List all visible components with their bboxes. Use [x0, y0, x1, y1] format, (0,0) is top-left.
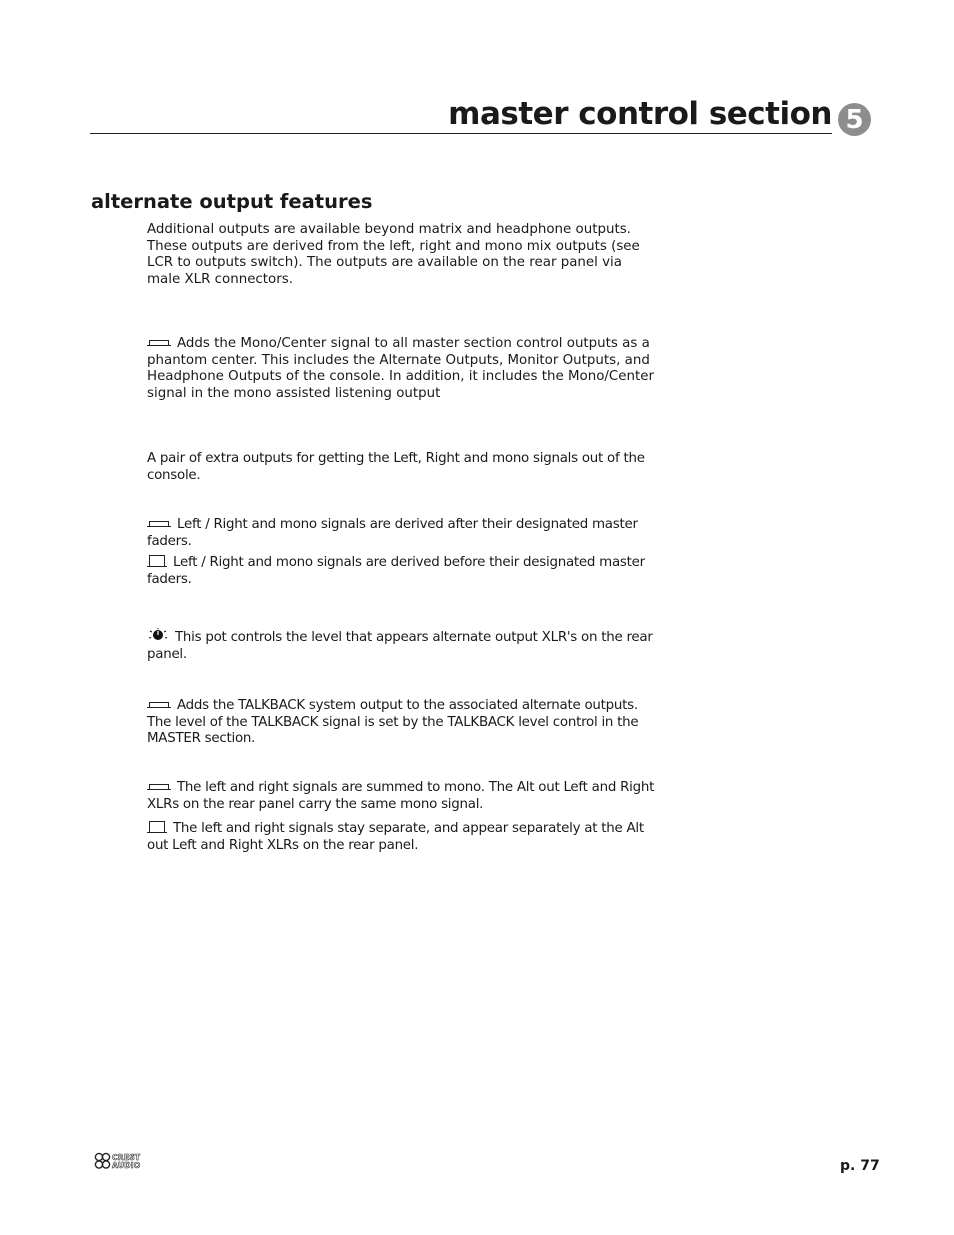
talkback-text: Adds the TALKBACK system output to the associated alternate outputs. The level of the TALKBACK signal is set by the TALKBACK level control in the MASTER section. — [147, 698, 639, 747]
header-rule — [90, 133, 832, 134]
switch-up-icon — [147, 702, 171, 708]
switch-up-icon — [147, 521, 171, 527]
pre-fader-paragraph — [147, 554, 657, 588]
svg-text:CREST: CREST — [112, 1153, 141, 1162]
rotary-pot-icon — [147, 628, 169, 642]
intro-paragraph: Additional outputs are available beyond matrix and headphone outputs. These outputs are derived from the left, right and mono mix outputs (see LCR to outputs switch). The outputs are available on the rear panel via male XLR connectors. — [147, 222, 640, 287]
mono-center-text: Adds the Mono/Center signal to all master section control outputs as a phantom center. This includes the Alternate Outputs, Monitor Outputs, and Headphone Outputs of the console. In addition, it includes the Mono/Center signal in the mono assisted listening output — [147, 336, 654, 401]
pre-fader-text: Left / Right and mono signals are derived before their designated master faders. — [147, 555, 645, 587]
switch-up-icon — [147, 784, 171, 790]
talkback-paragraph — [147, 698, 657, 748]
mono-sum-off-paragraph — [147, 820, 657, 854]
mono-center-paragraph — [147, 336, 657, 402]
post-fader-text: Left / Right and mono signals are derived after their designated master faders. — [147, 517, 638, 549]
mono-sum-off-text: The left and right signals stay separate, and appear separately at the Alt out Left and Right XLRs on the rear panel. — [147, 821, 644, 853]
mono-sum-on-text: The left and right signals are summed to mono. The Alt out Left and Right XLRs on the rear panel carry the same mono signal. — [147, 780, 655, 812]
section-heading: alternate output features — [91, 190, 373, 213]
page-title: master control section — [448, 96, 832, 132]
switch-up-icon — [147, 340, 171, 346]
switch-down-icon — [147, 555, 167, 567]
switch-down-icon — [147, 821, 167, 833]
post-fader-paragraph — [147, 517, 657, 550]
level-pot-text: This pot controls the level that appears alternate output XLR's on the rear panel. — [147, 630, 653, 662]
crest-audio-logo — [93, 1152, 159, 1174]
chapter-badge: 5 — [838, 103, 871, 136]
svg-text:AUDIO: AUDIO — [112, 1161, 141, 1170]
level-pot-paragraph — [147, 627, 657, 663]
crest-audio-logo-icon — [93, 1152, 159, 1170]
mono-sum-on-paragraph — [147, 780, 657, 813]
alt-outputs-paragraph: A pair of extra outputs for getting the Left, Right and mono signals out of the console. — [147, 451, 645, 483]
page-number: p. 77 — [840, 1158, 880, 1174]
